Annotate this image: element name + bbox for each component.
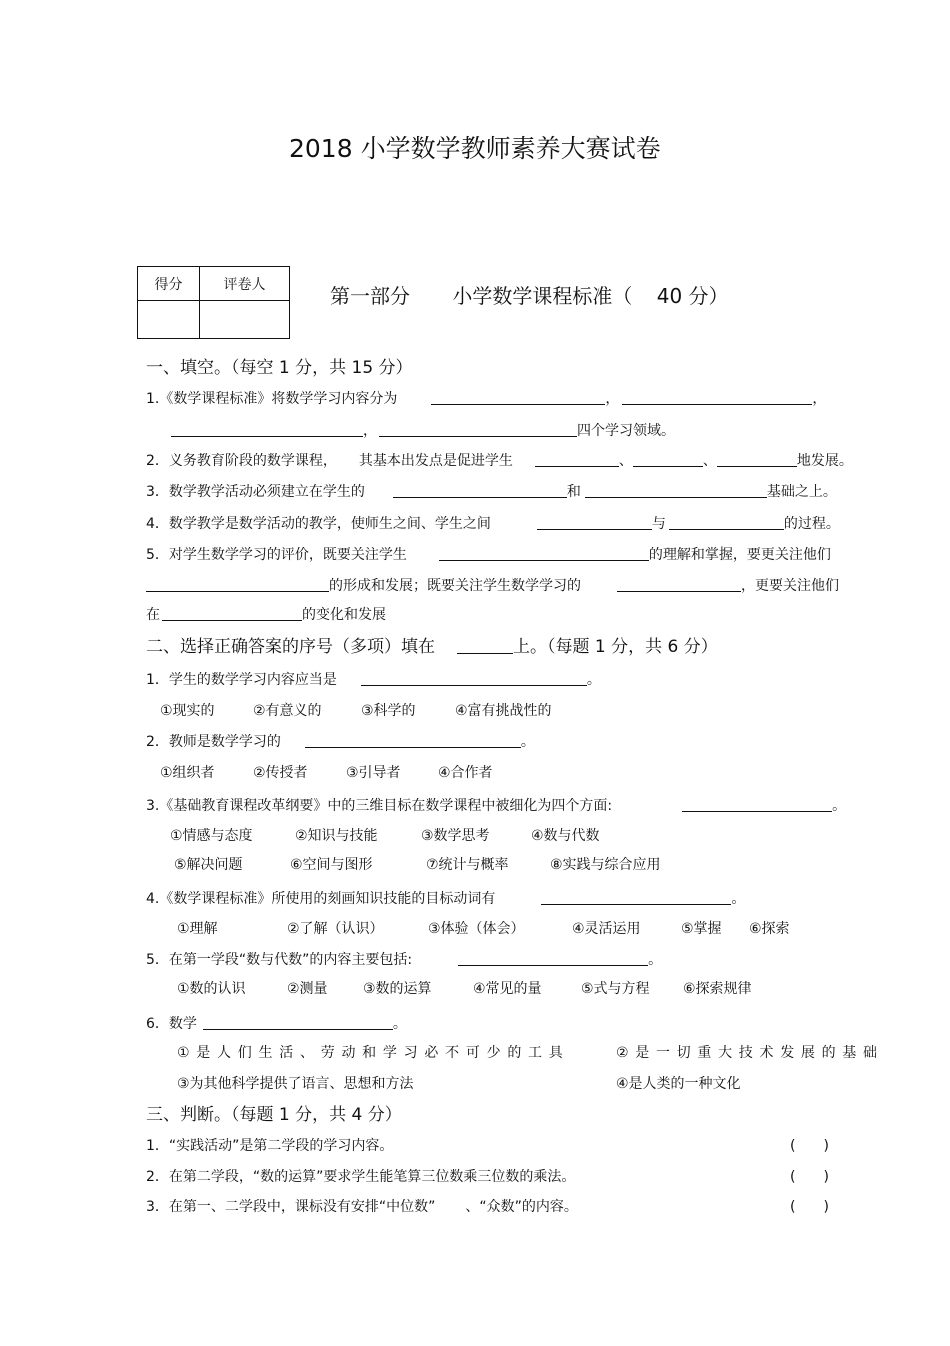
s2-q2-opt4[interactable]: ④合作者 (438, 765, 493, 781)
section2-heading (146, 636, 718, 658)
s2-q2-text: 2．教师是数学学习的 (146, 734, 281, 750)
answer-blank[interactable] (541, 890, 731, 905)
s3-q3-text-a: 3．在第一、二学段中，课标没有安排“中位数” (146, 1199, 436, 1215)
s2-q5-opt2[interactable]: ②测量 (287, 981, 328, 997)
s2-q4-text: 4.《数学课程标准》所使用的刻画知识技能的目标动词有 (146, 891, 496, 907)
s2-q1 (146, 671, 601, 689)
s1-q4-mid: 与 (651, 516, 666, 532)
s2-q5 (146, 951, 662, 969)
s1-q2 (146, 452, 853, 470)
grader-cell[interactable] (200, 301, 290, 339)
answer-blank[interactable] (633, 452, 703, 467)
s1-q2-sep: 、 (618, 453, 633, 469)
s2-q3-text: 3.《基础教育课程改革纲要》中的三维目标在数学课程中被细化为四个方面: (146, 798, 613, 814)
s1-q1-line2 (171, 422, 675, 440)
part-one-points: 40 分） (656, 284, 729, 308)
s2-q1-opt4[interactable]: ④富有挑战性的 (455, 703, 552, 719)
s2-q3-opt2[interactable]: ②知识与技能 (295, 828, 378, 844)
s2-q6-opt2[interactable]: ② 是 一 切 重 大 技 术 发 展 的 基 础 (616, 1045, 877, 1061)
answer-blank[interactable] (431, 390, 605, 405)
s1-q1-comma: ， (363, 423, 377, 439)
part-one-name: 小学数学课程标准（ (452, 284, 633, 308)
section1-heading: 一、填空。（每空 1 分，共 15 分） (146, 358, 413, 378)
s2-q4-end: 。 (731, 891, 746, 907)
page-title: 2018 小学数学教师素养大赛试卷 (289, 134, 661, 163)
score-cell[interactable] (138, 301, 200, 339)
s2-q2-opt2[interactable]: ②传授者 (253, 765, 308, 781)
s2-q3-end: 。 (832, 798, 847, 814)
score-label: 得分 (138, 267, 200, 301)
s1-q5-text-f: 的变化和发展 (302, 607, 386, 623)
s2-q3-opt3[interactable]: ③数学思考 (421, 828, 490, 844)
s2-q4-opt4[interactable]: ④灵活运用 (572, 921, 641, 937)
s2-q4-opt2[interactable]: ②了解（认识） (287, 921, 384, 937)
s3-q3 (146, 1198, 578, 1216)
s2-q6-text: 6．数学 (146, 1016, 197, 1032)
part-one-heading (330, 284, 729, 308)
answer-blank[interactable] (622, 390, 812, 405)
s2-q3-opt4[interactable]: ④数与代数 (531, 828, 600, 844)
answer-blank[interactable] (361, 671, 587, 686)
s2-q5-opt5[interactable]: ⑤式与方程 (581, 981, 650, 997)
section3-heading: 三、判断。（每题 1 分，共 4 分） (146, 1105, 402, 1125)
grader-label: 评卷人 (200, 267, 290, 301)
s2-q5-end: 。 (648, 952, 663, 968)
s1-q3-text: 3．数学教学活动必须建立在学生的 (146, 484, 365, 500)
s2-q5-text: 5．在第一学段“数与代数”的内容主要包括: (146, 952, 413, 968)
s2-q3-opt6[interactable]: ⑥空间与图形 (290, 857, 373, 873)
s2-q2-opt3[interactable]: ③引导者 (346, 765, 401, 781)
s2-q2 (146, 733, 535, 751)
answer-blank[interactable] (393, 483, 567, 498)
answer-blank[interactable] (458, 951, 648, 966)
section2-heading-b: 上。（每题 1 分，共 6 分） (513, 637, 718, 657)
s2-q5-opt3[interactable]: ③数的运算 (363, 981, 432, 997)
answer-blank[interactable] (669, 515, 784, 530)
answer-blank[interactable] (537, 515, 652, 530)
answer-blank[interactable] (439, 546, 649, 561)
s3-q3-answer[interactable]: ( ) (790, 1199, 829, 1215)
answer-blank[interactable] (171, 422, 363, 437)
s2-q1-opt2[interactable]: ②有意义的 (253, 703, 322, 719)
s1-q3-end: 基础之上。 (766, 484, 837, 500)
s3-q1-answer[interactable]: ( ) (790, 1138, 829, 1154)
s1-q1-comma: ， (605, 391, 620, 407)
s2-q2-opt1[interactable]: ①组织者 (160, 765, 215, 781)
s2-q1-opt1[interactable]: ①现实的 (160, 703, 215, 719)
s1-q5-text-a: 5．对学生数学学习的评价，既要关注学生 (146, 547, 407, 563)
s1-q2-text-b: 其基本出发点是促进学生 (358, 453, 513, 469)
s2-q1-text: 1．学生的数学学习内容应当是 (146, 672, 337, 688)
answer-blank[interactable] (162, 606, 302, 621)
s2-q4-opt6[interactable]: ⑥探索 (749, 921, 790, 937)
s2-q4-opt5[interactable]: ⑤掌握 (681, 921, 722, 937)
s1-q1-comma: ， (812, 391, 827, 407)
answer-blank[interactable] (535, 452, 619, 467)
s2-q6-opt4[interactable]: ④是人类的一种文化 (616, 1076, 741, 1092)
s3-q3-text-b: 、“众数”的内容。 (465, 1199, 578, 1215)
s2-q3-opt1[interactable]: ①情感与态度 (170, 828, 253, 844)
s1-q4-text: 4．数学教学是数学活动的教学，使师生之间、学生之间 (146, 516, 491, 532)
answer-blank[interactable] (617, 577, 741, 592)
s1-q2-end: 地发展。 (796, 453, 853, 469)
answer-blank[interactable] (585, 483, 767, 498)
s1-q3 (146, 483, 837, 501)
s2-q4-opt3[interactable]: ③体验（体会） (428, 921, 525, 937)
s1-q4-end: 的过程。 (783, 516, 840, 532)
s1-q3-mid: 和 (566, 484, 581, 500)
s2-q6-opt1[interactable]: ① 是 人 们 生 活 、 劳 动 和 学 习 必 不 可 少 的 工 具 (177, 1045, 563, 1061)
s2-q3-opt5[interactable]: ⑤解决问题 (174, 857, 243, 873)
s2-q3 (146, 797, 846, 815)
answer-blank[interactable] (717, 452, 797, 467)
s1-q5-line1 (146, 546, 831, 564)
s2-q5-opt6[interactable]: ⑥探索规律 (683, 981, 752, 997)
s2-q1-end: 。 (586, 672, 601, 688)
s1-q5-text-d: ，更要关注他们 (741, 578, 839, 594)
s1-q5-line2 (146, 577, 839, 595)
s2-q6-end: 。 (392, 1016, 407, 1032)
s2-q1-opt3[interactable]: ③科学的 (361, 703, 416, 719)
s2-q4 (146, 890, 745, 908)
answer-blank[interactable] (682, 797, 832, 812)
answer-blank[interactable] (457, 636, 513, 654)
answer-blank[interactable] (305, 733, 521, 748)
s1-q2-sep: 、 (702, 453, 717, 469)
s2-q4-opt1[interactable]: ①理解 (177, 921, 218, 937)
s1-q5-text-c: 的形成和发展；既要关注学生数学学习的 (329, 578, 581, 594)
s1-q4 (146, 515, 840, 533)
answer-blank[interactable] (203, 1015, 393, 1030)
score-table (137, 266, 290, 339)
s1-q2-text-a: 2．义务教育阶段的数学课程， (146, 453, 337, 469)
section2-heading-a: 二、选择正确答案的序号（多项）填在 (146, 637, 435, 657)
s3-q2-answer[interactable]: ( ) (790, 1169, 829, 1185)
s1-q5-line3 (146, 606, 386, 624)
s3-q2-text: 2．在第二学段，“数的运算”要求学生能笔算三位数乘三位数的乘法。 (146, 1169, 576, 1185)
s2-q6-opt3[interactable]: ③为其他科学提供了语言、思想和方法 (177, 1076, 414, 1092)
s1-q1-text: 1.《数学课程标准》将数学学习内容分为 (146, 391, 398, 407)
s1-q1-line1 (146, 390, 826, 408)
s2-q2-end: 。 (520, 734, 535, 750)
s2-q3-opt7[interactable]: ⑦统计与概率 (426, 857, 509, 873)
answer-blank[interactable] (146, 577, 329, 592)
s2-q3-opt8[interactable]: ⑧实践与综合应用 (550, 857, 661, 873)
s2-q5-opt1[interactable]: ①数的认识 (177, 981, 246, 997)
s1-q5-text-b: 的理解和掌握，要更关注他们 (648, 547, 831, 563)
s3-q1-text: 1．“实践活动”是第二学段的学习内容。 (146, 1138, 394, 1154)
s2-q5-opt4[interactable]: ④常见的量 (473, 981, 542, 997)
s1-q1-end: 四个学习领域。 (577, 423, 675, 439)
part-one-label: 第一部分 (330, 284, 410, 308)
s1-q5-text-e: 在 (146, 607, 160, 623)
answer-blank[interactable] (379, 422, 577, 437)
s2-q6 (146, 1015, 407, 1033)
